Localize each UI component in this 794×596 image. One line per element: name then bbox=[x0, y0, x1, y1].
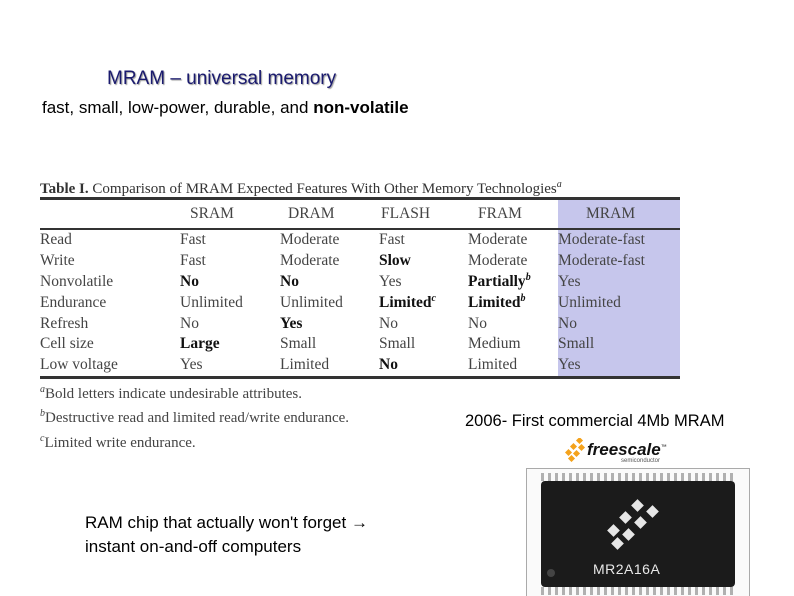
table-cell bbox=[379, 272, 468, 293]
table-cell bbox=[379, 229, 468, 251]
cell-text: Moderate bbox=[468, 231, 528, 249]
cell-text: No bbox=[558, 314, 577, 332]
cell-text: No bbox=[379, 314, 398, 332]
table-cell bbox=[468, 355, 558, 377]
table-cell bbox=[280, 292, 379, 313]
cell-text: Moderate-fast bbox=[558, 231, 645, 249]
cell-text: Small bbox=[558, 335, 595, 353]
table-cell bbox=[379, 355, 468, 377]
row-label bbox=[40, 272, 180, 293]
table-cell bbox=[558, 334, 680, 355]
subtitle-bold: non-volatile bbox=[313, 98, 409, 117]
cell-text: Moderate-fast bbox=[558, 252, 645, 270]
cell-footnote-mark: b bbox=[525, 272, 531, 284]
table-cell bbox=[558, 313, 680, 334]
freescale-mark-icon bbox=[565, 438, 587, 462]
cell-text: No bbox=[180, 314, 199, 332]
table-cell bbox=[280, 355, 379, 377]
cell-text: Endurance bbox=[40, 293, 107, 311]
column-header: FLASH bbox=[381, 205, 431, 222]
table-cell bbox=[180, 292, 280, 313]
chip-part-number: MR2A16A bbox=[593, 561, 661, 577]
arrow-icon: → bbox=[350, 513, 368, 532]
cell-text: Small bbox=[379, 335, 416, 353]
table-cell bbox=[558, 229, 680, 251]
cell-text: Limited bbox=[379, 294, 432, 312]
table-cell bbox=[468, 251, 558, 272]
table-cell bbox=[280, 272, 379, 293]
table-cell bbox=[180, 334, 280, 355]
cell-text: Unlimited bbox=[558, 293, 621, 311]
column-header: MRAM bbox=[558, 199, 680, 230]
ram-text-line1-text: RAM chip that actually won't forget bbox=[85, 513, 351, 532]
footnote-mark: c bbox=[40, 432, 45, 444]
cell-text: Moderate bbox=[280, 252, 340, 270]
cell-text: Slow bbox=[379, 252, 411, 270]
cell-text: Nonvolatile bbox=[40, 272, 114, 290]
logo-tm: ™ bbox=[660, 444, 667, 451]
chip-photo bbox=[526, 468, 750, 596]
table-cell bbox=[558, 292, 680, 313]
table-cell bbox=[180, 313, 280, 334]
cell-text: No bbox=[468, 314, 487, 332]
table-header-row bbox=[40, 199, 680, 230]
table-cell bbox=[180, 251, 280, 272]
table-cell bbox=[468, 334, 558, 355]
table-row bbox=[40, 272, 680, 293]
row-label bbox=[40, 229, 180, 251]
table-cell bbox=[280, 251, 379, 272]
table-cell bbox=[280, 334, 379, 355]
subtitle-plain: fast, small, low-power, durable, and bbox=[42, 98, 314, 117]
table-cell bbox=[379, 251, 468, 272]
cell-footnote-mark: b bbox=[520, 293, 526, 305]
cell-text: Cell size bbox=[40, 335, 94, 353]
table-cell bbox=[379, 313, 468, 334]
row-label bbox=[40, 313, 180, 334]
table-cell bbox=[379, 334, 468, 355]
column-header: FRAM bbox=[478, 205, 522, 222]
table-cell bbox=[180, 229, 280, 251]
cell-footnote-mark: c bbox=[431, 293, 436, 305]
ram-text-line1 bbox=[85, 511, 368, 535]
table-cell bbox=[558, 355, 680, 377]
cell-text: Partially bbox=[468, 273, 526, 291]
column-header: SRAM bbox=[190, 205, 234, 222]
table-caption-text: Comparison of MRAM Expected Features With Other Memory Technologies bbox=[92, 181, 557, 197]
logo-text bbox=[587, 440, 667, 460]
footnote-text: Bold letters indicate undesirable attributes. bbox=[45, 385, 303, 402]
cell-text: No bbox=[379, 356, 398, 374]
table-cell bbox=[468, 229, 558, 251]
logo-name: freescale bbox=[587, 440, 661, 459]
table-cell bbox=[468, 313, 558, 334]
cell-text: Limited bbox=[468, 294, 521, 312]
column-header: DRAM bbox=[288, 205, 335, 222]
cell-text: Yes bbox=[180, 356, 203, 374]
cell-text: Yes bbox=[280, 314, 303, 332]
cell-text: Fast bbox=[180, 252, 206, 270]
cell-text: Unlimited bbox=[280, 293, 343, 311]
cell-text: Moderate bbox=[280, 231, 340, 249]
table-cell bbox=[558, 251, 680, 272]
cell-text: Small bbox=[280, 335, 317, 353]
table-row bbox=[40, 251, 680, 272]
ram-text-line2: instant on-and-off computers bbox=[85, 537, 302, 556]
footnote bbox=[40, 380, 682, 405]
cell-text: Yes bbox=[558, 272, 581, 290]
cell-text: Medium bbox=[468, 335, 521, 353]
table-cell bbox=[280, 313, 379, 334]
ram-chip-text bbox=[85, 511, 368, 559]
table-row bbox=[40, 313, 680, 334]
cell-text: Fast bbox=[180, 231, 206, 249]
cell-text: Moderate bbox=[468, 252, 528, 270]
table-cell bbox=[468, 292, 558, 313]
cell-text: Yes bbox=[379, 272, 402, 290]
table-caption-label: Table I. bbox=[40, 181, 89, 197]
cell-text: Fast bbox=[379, 231, 405, 249]
footnote-text: Limited write endurance. bbox=[44, 434, 196, 451]
cell-text: Unlimited bbox=[180, 293, 243, 311]
chip-pins-bottom bbox=[541, 587, 735, 595]
row-label bbox=[40, 292, 180, 313]
table-cell bbox=[280, 229, 379, 251]
chip-body bbox=[541, 481, 735, 587]
subtitle bbox=[42, 98, 409, 118]
table-row bbox=[40, 229, 680, 251]
freescale-logo bbox=[565, 434, 675, 468]
table-cell bbox=[180, 272, 280, 293]
cell-text: Low voltage bbox=[40, 356, 118, 374]
cell-text: Read bbox=[40, 231, 72, 249]
logo-subtext: semiconductor bbox=[621, 458, 661, 464]
chip-freescale-mark-icon bbox=[599, 499, 679, 553]
table-caption bbox=[40, 175, 682, 197]
cell-text: No bbox=[280, 272, 299, 290]
chip-pin1-dot bbox=[547, 569, 555, 577]
comparison-table bbox=[40, 197, 680, 379]
cell-text: Yes bbox=[558, 356, 581, 374]
cell-text: Refresh bbox=[40, 314, 89, 332]
table-cell bbox=[558, 272, 680, 293]
cell-text: No bbox=[180, 272, 199, 290]
table-body bbox=[40, 229, 680, 377]
cell-text: Write bbox=[40, 252, 75, 270]
row-label bbox=[40, 334, 180, 355]
table-cell bbox=[468, 272, 558, 293]
footnote-mark: b bbox=[40, 408, 45, 420]
table-row bbox=[40, 292, 680, 313]
footnote-mark: a bbox=[40, 383, 45, 395]
table-cell bbox=[379, 292, 468, 313]
table-row bbox=[40, 334, 680, 355]
table-row bbox=[40, 355, 680, 377]
cell-text: Large bbox=[180, 335, 220, 353]
page-title: MRAM – universal memory bbox=[107, 68, 337, 89]
table-cell bbox=[180, 355, 280, 377]
footnote-text: Destructive read and limited read/write endurance. bbox=[45, 410, 350, 427]
cell-text: Limited bbox=[468, 356, 518, 374]
row-label bbox=[40, 251, 180, 272]
column-header bbox=[40, 199, 180, 230]
cell-text: Limited bbox=[280, 356, 330, 374]
commercial-note: 2006- First commercial 4Mb MRAM bbox=[465, 412, 725, 430]
chip-pins-top bbox=[541, 473, 735, 481]
table-caption-sup: a bbox=[556, 179, 562, 190]
row-label bbox=[40, 355, 180, 377]
